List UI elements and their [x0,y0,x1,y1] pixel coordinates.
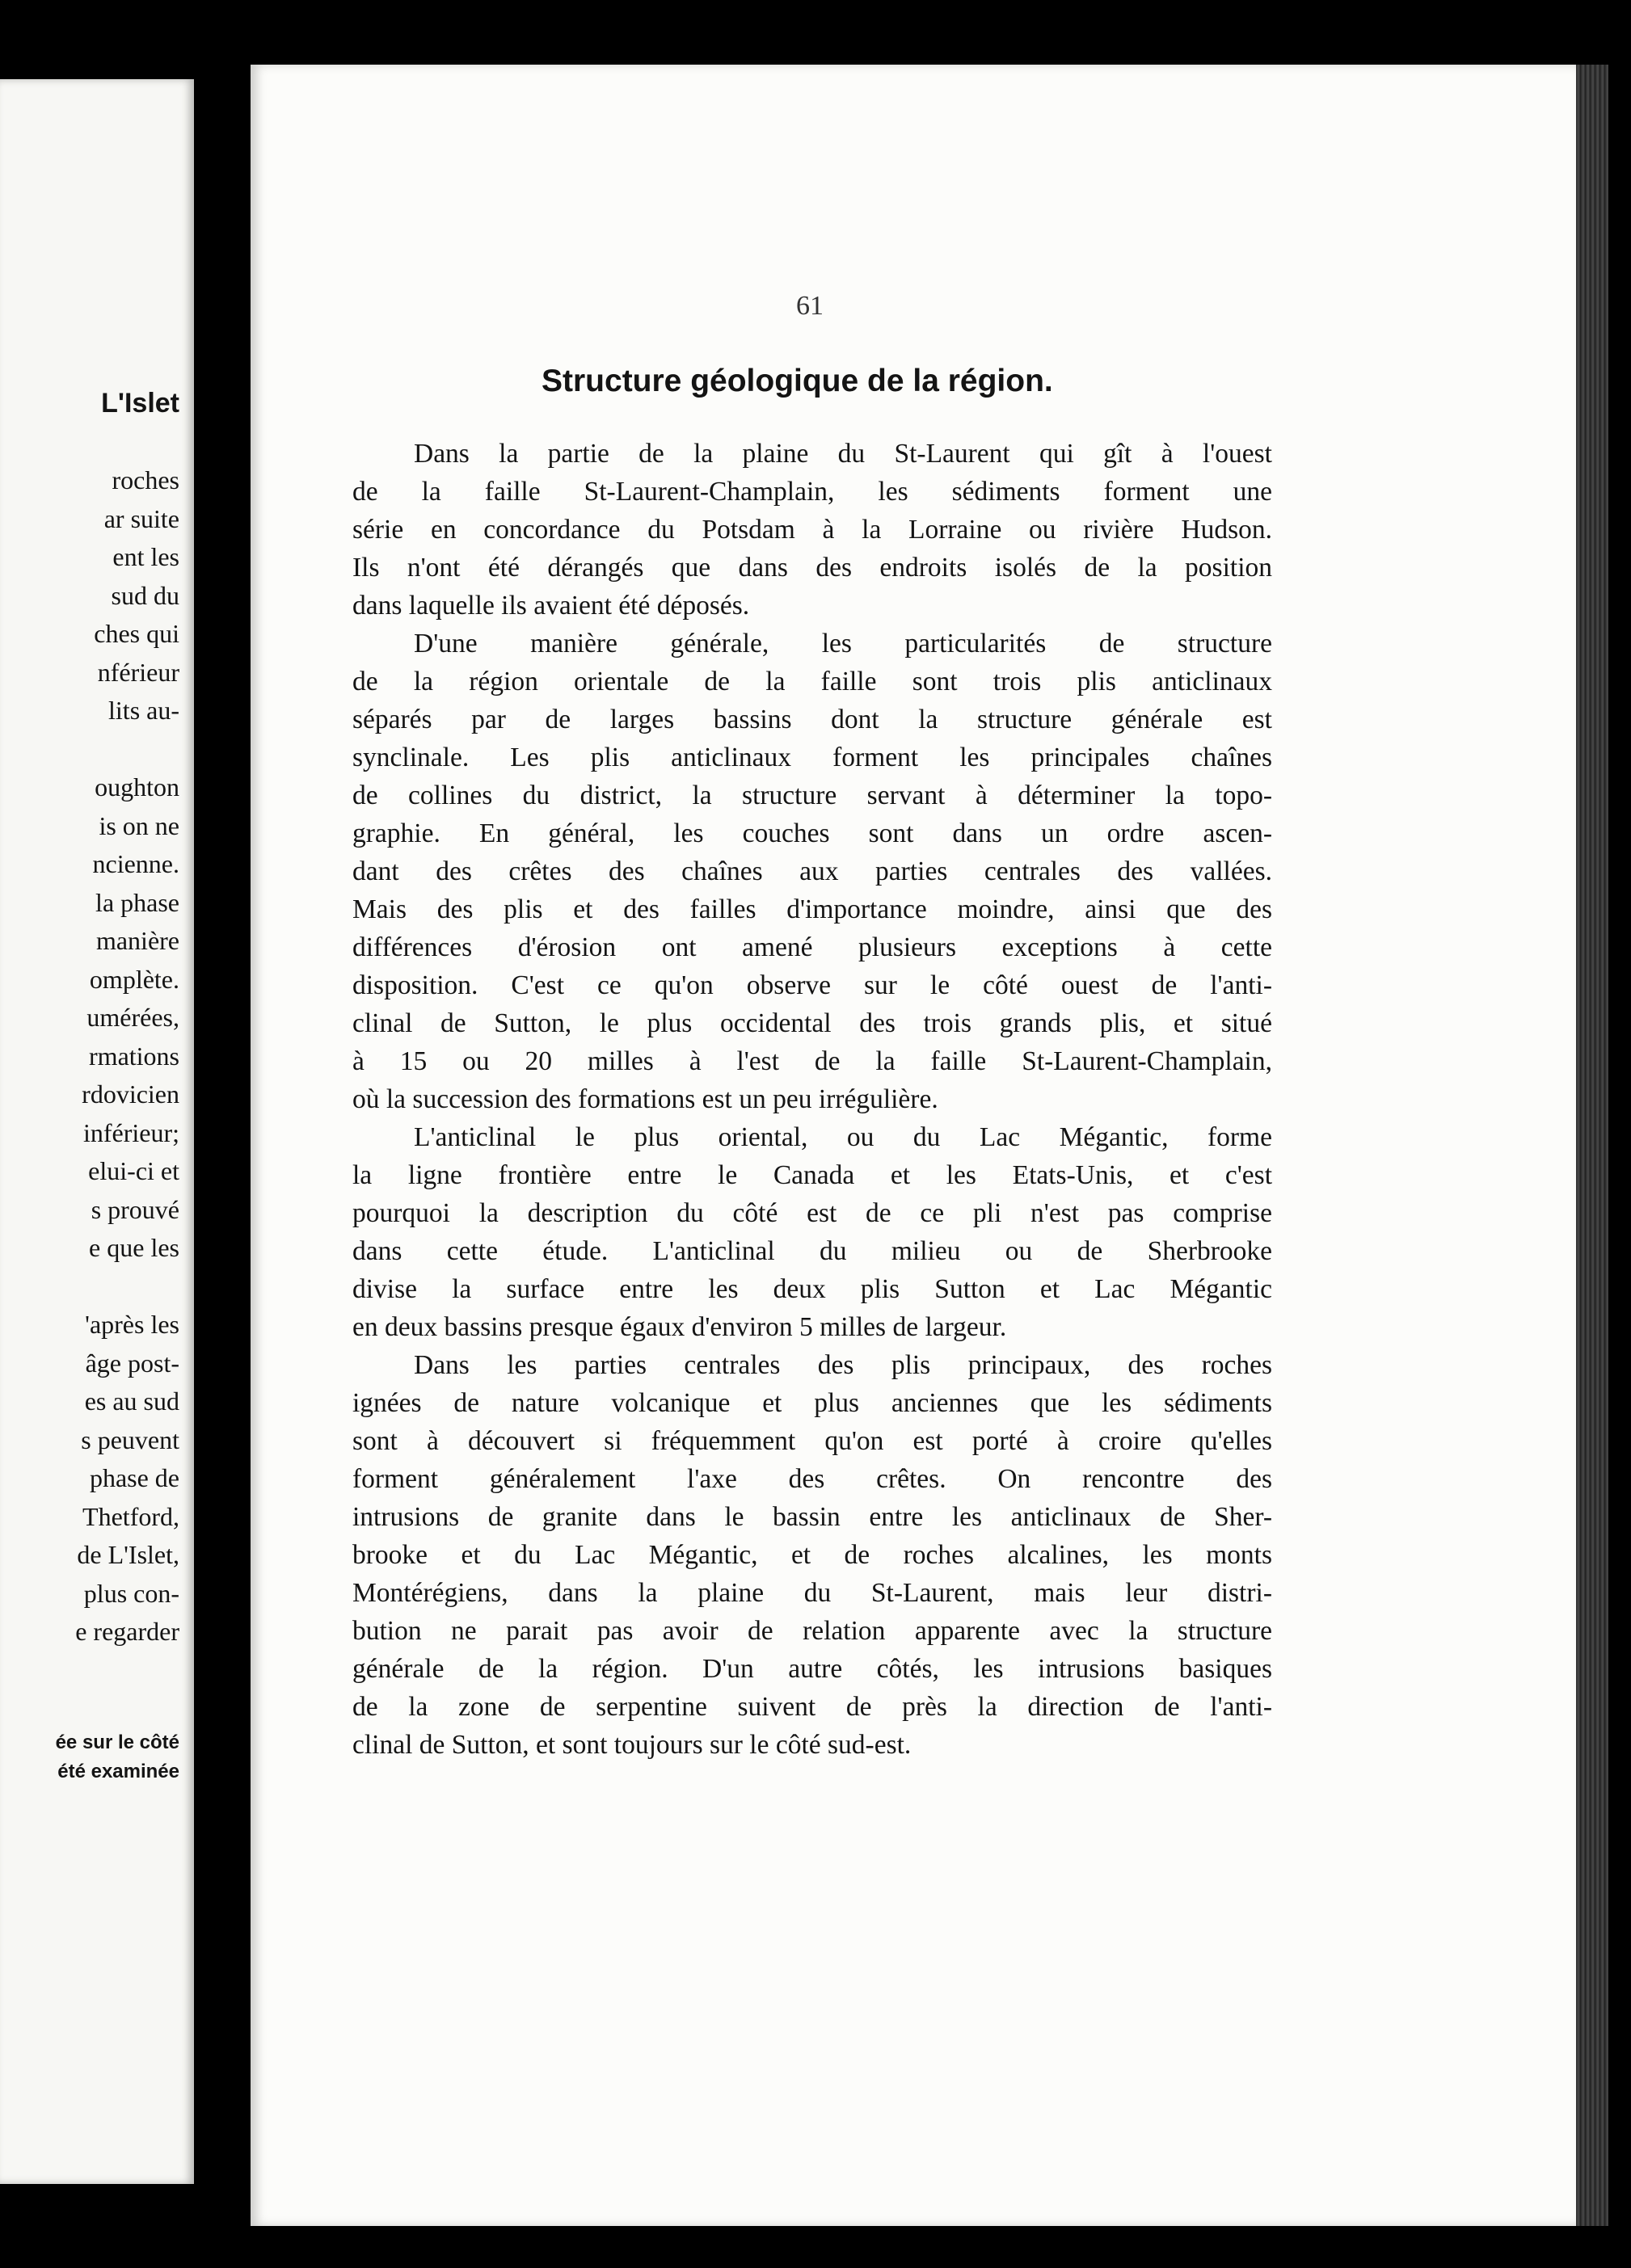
left-page-line: es au sud [84,1386,179,1416]
page-number: 61 [796,291,824,321]
text-line: intrusions de granite dans le bassin entre les anticlinaux de Sher- [352,1502,1272,1532]
left-page-line: ches qui [94,619,179,648]
text-line: graphie. En général, les couches sont dans un ordre ascen- [352,818,1272,848]
left-page-line: roches [112,465,179,494]
body-text [352,435,1272,1764]
left-page-line: de L'Islet, [77,1540,179,1569]
text-line: ignées de nature volcanique et plus anciennes que les sédiments [352,1388,1272,1418]
text-line: L'anticlinal le plus oriental, ou du Lac Mégantic, forme [414,1122,1272,1152]
text-line: où la succession des formations est un peu irrégulière. [352,1084,938,1114]
left-page-line: sud du [111,580,179,610]
left-page-line: rdovicien [82,1079,179,1109]
left-page-line: rmations [89,1041,179,1071]
text-line: Mais des plis et des failles d'importance moindre, ainsi que des [352,894,1272,924]
text-line: dans cette étude. L'anticlinal du milieu ou de Sherbrooke [352,1236,1272,1266]
left-page-line: manière [95,926,179,955]
text-line: à 15 ou 20 milles à l'est de la faille St-Laurent-Champlain, [352,1046,1272,1076]
text-line: de la zone de serpentine suivent de près la direction de l'anti- [352,1692,1272,1722]
text-line: séparés par de larges bassins dont la structure générale est [352,705,1272,734]
text-line: Montérégiens, dans la plaine du St-Laurent, mais leur distri- [352,1578,1272,1608]
left-page-line: oughton [95,772,179,802]
left-page-line: s prouvé [91,1194,179,1224]
paragraph [352,435,1272,625]
left-page-line: e que les [89,1233,179,1262]
left-page-line: lits au- [108,696,179,725]
paragraph [352,1346,1272,1764]
text-line: différences d'érosion ont amené plusieurs exceptions à cette [352,932,1272,962]
page-edge [1576,65,1608,2226]
text-line: forment généralement l'axe des crêtes. On rencontre des [352,1464,1272,1494]
text-line: bution ne parait pas avoir de relation apparente avec la structure [352,1616,1272,1646]
left-page-line: inférieur; [82,1117,179,1147]
text-line: la ligne frontière entre le Canada et les Etats-Unis, et c'est [352,1160,1272,1190]
text-line: dans laquelle ils avaient été déposés. [352,591,750,621]
text-line: clinal de Sutton, et sont toujours sur le côté sud-est. [352,1730,912,1760]
left-page-line: la phase [95,887,179,917]
left-page-fragment [0,79,194,2184]
left-page-line: phase de [89,1463,179,1492]
left-page-line: umérées, [86,1003,179,1032]
text-line: brooke et du Lac Mégantic, et de roches alcalines, les monts [352,1540,1272,1570]
text-line: Dans la partie de la plaine du St-Laurent qui gît à l'ouest [414,439,1272,469]
section-title: Structure géologique de la région. [542,364,1053,398]
left-page-footnote-line: été examinée [57,1761,179,1782]
text-line: Dans les parties centrales des plis principaux, des roches [414,1350,1272,1380]
text-line: sont à découvert si fréquemment qu'on est porté à croire qu'elles [352,1426,1272,1456]
text-line: de collines du district, la structure servant à déterminer la topo- [352,781,1272,810]
left-page-line: ncienne. [92,849,179,878]
left-page-line: 'après les [85,1310,179,1339]
paragraph [352,625,1272,1118]
left-page-line: omplète. [89,964,179,994]
left-page-line: ar suite [103,503,179,533]
text-line: en deux bassins presque égaux d'environ 5 milles de largeur. [352,1312,1007,1342]
left-page-line: nférieur [97,657,179,687]
text-line: de la région orientale de la faille sont trois plis anticlinaux [352,667,1272,696]
paragraph [352,1118,1272,1346]
left-page-heading: L'Islet [101,388,179,419]
left-page-line: Thetford, [82,1501,179,1531]
left-page-line: s peuvent [81,1424,179,1454]
text-line: générale de la région. D'un autre côtés, les intrusions basiques [352,1654,1272,1684]
left-page-line: ent les [112,542,179,571]
text-line: série en concordance du Potsdam à la Lorraine ou rivière Hudson. [352,515,1272,545]
text-line: Ils n'ont été dérangés que dans des endroits isolés de la position [352,553,1272,583]
left-page-line: e regarder [75,1617,179,1646]
left-page-line: elui-ci et [88,1156,179,1185]
left-page-line: plus con- [83,1578,179,1608]
text-line: clinal de Sutton, le plus occidental des trois grands plis, et situé [352,1008,1272,1038]
left-page-line: is on ne [99,810,179,840]
text-line: de la faille St-Laurent-Champlain, les sédiments forment une [352,477,1272,507]
text-line: synclinale. Les plis anticlinaux forment les principales chaînes [352,743,1272,772]
text-line: divise la surface entre les deux plis Sutton et Lac Mégantic [352,1274,1272,1304]
left-page-footnote-line: ée sur le côté [55,1732,179,1753]
text-line: pourquoi la description du côté est de ce pli n'est pas comprise [352,1198,1272,1228]
text-line: disposition. C'est ce qu'on observe sur le côté ouest de l'anti- [352,970,1272,1000]
text-line: dant des crêtes des chaînes aux parties centrales des vallées. [352,856,1272,886]
left-page-line: âge post- [85,1348,179,1378]
text-line: D'une manière générale, les particularités de structure [414,629,1272,659]
